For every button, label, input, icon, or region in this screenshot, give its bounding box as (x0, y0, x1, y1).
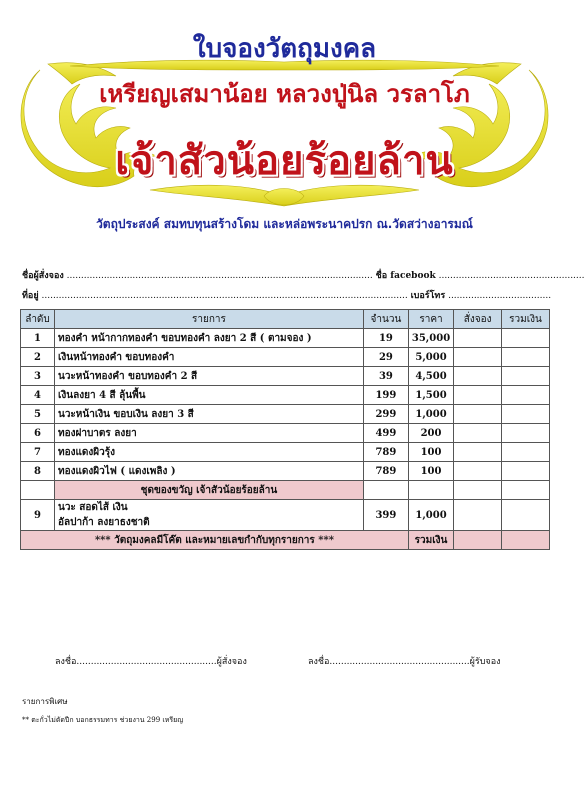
row-price: 35,000 (408, 329, 453, 348)
header-no: ลำดับ (21, 310, 55, 329)
row-item-line1: นวะ สอดไส้ เงิน (57, 502, 128, 513)
coin-name-title: เหรียญเสมาน้อย หลวงปู่นิล วรลาโภ (99, 80, 470, 108)
row-item: ทองแดงผิวไฟ ( แดงเพลิง ) (54, 462, 363, 481)
purpose-subtitle: วัตถุประสงค์ สมทบทุนสร้างโดม และหล่อพระนาคปรก ณ.วัดสว่างอารมณ์ (96, 217, 473, 231)
row-no: 7 (21, 443, 55, 462)
row-price: 5,000 (408, 348, 453, 367)
row-item: นวะหน้าเงิน ขอบเงิน ลงยา 3 สี (54, 405, 363, 424)
row-total-cell[interactable] (502, 443, 550, 462)
row-price: 1,500 (408, 386, 453, 405)
row-no: 1 (21, 329, 55, 348)
facebook-field[interactable]: ................................................... (438, 271, 585, 281)
row-item: นวะหน้าทองคำ ขอบทองคำ 2 สี (54, 367, 363, 386)
table-row (21, 405, 550, 424)
row-qty: 299 (363, 405, 408, 424)
row-item: เงินหน้าทองคำ ขอบทองคำ (54, 348, 363, 367)
row-order-cell[interactable] (454, 348, 502, 367)
row-price: 1,000 (408, 500, 453, 531)
row-item (54, 500, 363, 531)
row-total-cell[interactable] (502, 386, 550, 405)
header-total: รวมเงิน (502, 310, 550, 329)
row-order-cell[interactable] (454, 424, 502, 443)
gift-set-title: ชุดของขวัญ เจ้าสัวน้อยร้อยล้าน (54, 481, 363, 500)
row-order-cell[interactable] (454, 329, 502, 348)
row-no: 5 (21, 405, 55, 424)
phone-field[interactable]: .................................... (448, 291, 552, 301)
row-no: 2 (21, 348, 55, 367)
grand-total-label: รวมเงิน (408, 531, 453, 550)
orderer-signature[interactable]: ลงชื่อ.................................................ผู้สั่งจอง (55, 657, 247, 667)
row-order-cell[interactable] (454, 500, 502, 531)
table-row (21, 329, 550, 348)
row-price: 200 (408, 424, 453, 443)
table-row (21, 500, 550, 531)
row-qty: 19 (363, 329, 408, 348)
special-items-note: ** ตะกั่วไม่ตัดปีก บอกธรรมทาร ช่วยงาน 299 เหรียญ (22, 716, 184, 724)
grand-total-order-cell[interactable] (454, 531, 502, 550)
gift-set-title-row (21, 481, 550, 500)
row-price: 1,000 (408, 405, 453, 424)
row-qty: 789 (363, 462, 408, 481)
row-qty: 399 (363, 500, 408, 531)
name-line (22, 268, 585, 282)
special-items-title: รายการพิเศษ (22, 697, 68, 706)
row-qty: 29 (363, 348, 408, 367)
row-no: 4 (21, 386, 55, 405)
row-price: 4,500 (408, 367, 453, 386)
edition-title: เจ้าสัวน้อยร้อยล้าน (115, 137, 454, 184)
table-header-row (21, 310, 550, 329)
table-row (21, 348, 550, 367)
table-row (21, 462, 550, 481)
row-item-line2: อัลปาก้า ลงยาธงชาติ (57, 517, 150, 528)
address-field[interactable]: ................................................................................................................................ (41, 291, 408, 301)
row-no: 3 (21, 367, 55, 386)
row-no: 9 (21, 500, 55, 531)
row-total-cell[interactable] (502, 329, 550, 348)
header-qty: จำนวน (363, 310, 408, 329)
header-item: รายการ (54, 310, 363, 329)
row-price: 100 (408, 462, 453, 481)
table-row (21, 424, 550, 443)
name-label: ชื่อผู้สั่งจอง (22, 271, 64, 281)
row-total-cell[interactable] (502, 462, 550, 481)
row-item: ทองแดงผิวรุ้ง (54, 443, 363, 462)
table-row (21, 367, 550, 386)
receiver-signature[interactable]: ลงชื่อ.................................................ผู้รับจอง (308, 657, 501, 667)
header-order: สั่งจอง (454, 310, 502, 329)
row-qty: 499 (363, 424, 408, 443)
table-row (21, 386, 550, 405)
phone-label: เบอร์โทร (410, 291, 446, 301)
table-footer-row (21, 531, 550, 550)
row-order-cell[interactable] (454, 367, 502, 386)
gift-set-blank-cell (454, 481, 502, 500)
facebook-label: ชื่อ facebook (375, 271, 436, 281)
row-no: 8 (21, 462, 55, 481)
row-total-cell[interactable] (502, 405, 550, 424)
gift-set-blank-cell (502, 481, 550, 500)
grand-total-cell[interactable] (502, 531, 550, 550)
row-price: 100 (408, 443, 453, 462)
row-order-cell[interactable] (454, 462, 502, 481)
row-total-cell[interactable] (502, 348, 550, 367)
row-qty: 199 (363, 386, 408, 405)
row-total-cell[interactable] (502, 367, 550, 386)
gift-set-blank-cell (363, 481, 408, 500)
order-table (20, 309, 550, 550)
row-item: ทองฝาบาตร ลงยา (54, 424, 363, 443)
document-title: ใบจองวัตถุมงคล (192, 34, 377, 64)
row-total-cell[interactable] (502, 500, 550, 531)
gift-set-blank-cell (21, 481, 55, 500)
name-field[interactable]: ........................................................................................................... (66, 271, 373, 281)
header-price: ราคา (408, 310, 453, 329)
row-total-cell[interactable] (502, 424, 550, 443)
address-line (22, 288, 552, 302)
gift-set-blank-cell (408, 481, 453, 500)
serial-code-note: *** วัตถุมงคลมีโค๊ต และหมายเลขกำกับทุกรายการ *** (21, 531, 409, 550)
row-item: ทองคำ หน้ากากทองคำ ขอบทองคำ ลงยา 2 สี ( ตามจอง ) (54, 329, 363, 348)
table-row (21, 443, 550, 462)
row-qty: 789 (363, 443, 408, 462)
row-order-cell[interactable] (454, 443, 502, 462)
row-order-cell[interactable] (454, 386, 502, 405)
row-qty: 39 (363, 367, 408, 386)
row-no: 6 (21, 424, 55, 443)
row-order-cell[interactable] (454, 405, 502, 424)
row-item: เงินลงยา 4 สี ลุ้นพื้น (54, 386, 363, 405)
address-label: ที่อยู่ (22, 291, 39, 301)
